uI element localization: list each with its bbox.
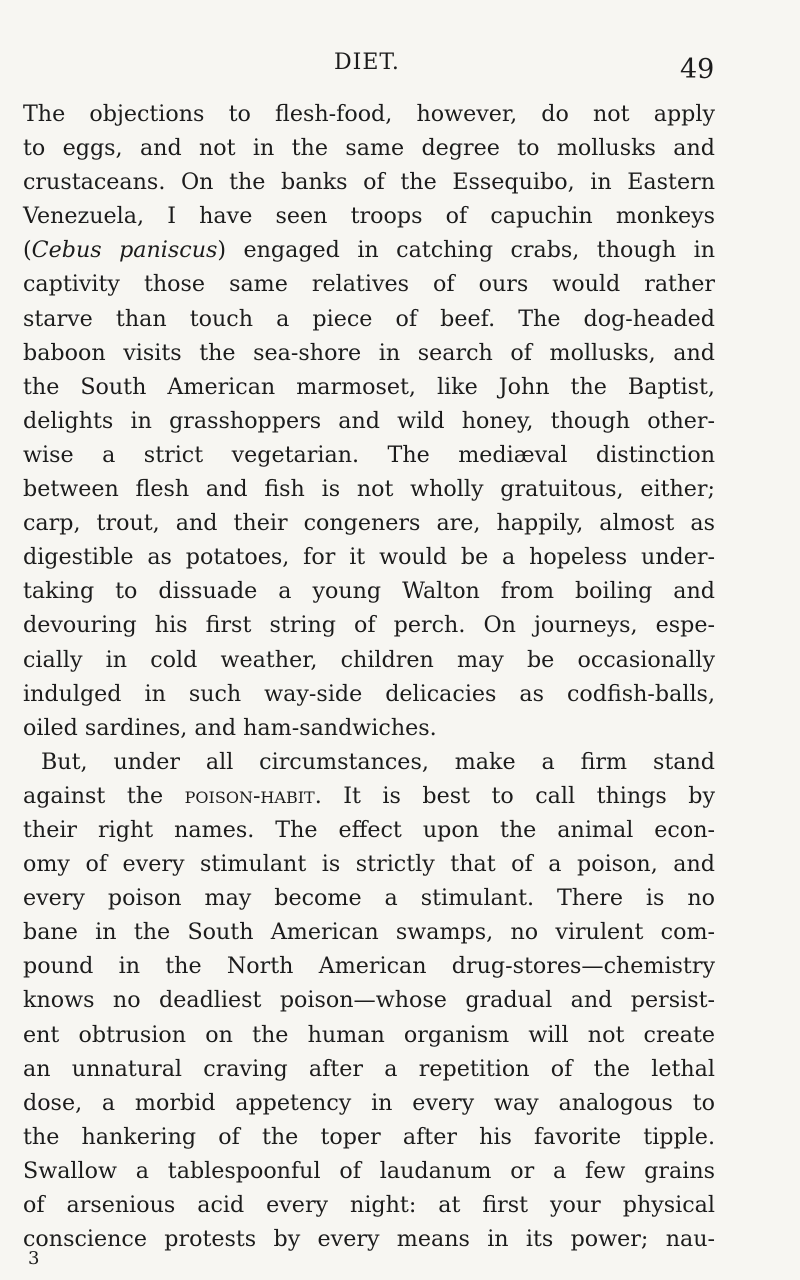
paragraph-1	[23, 97, 715, 745]
text-line: knows no deadliest poison—whose gradual and persist-	[23, 987, 715, 1014]
text-line: between flesh and fish is not wholly gratuitous, either;	[23, 476, 715, 503]
text-line: But, under all circumstances, make a firm stand	[41, 748, 715, 775]
text-line: digestible as potatoes, for it would be a hopeless under-	[23, 544, 715, 571]
text-line: to eggs, and not in the same degree to mollusks and	[23, 135, 715, 162]
text-line: the South American marmoset, like John the Baptist,	[23, 373, 715, 400]
text-line: Venezuela, I have seen troops of capuchin monkeys	[23, 203, 715, 230]
text-line: wise a strict vegetarian. The mediæval distinction	[23, 441, 715, 468]
text-line: indulged in such way-side delicacies as codfish-balls,	[23, 680, 715, 707]
text-line: starve than touch a piece of beef. The dog-headed	[23, 305, 715, 332]
body-text	[23, 97, 715, 1256]
latin-name: Cebus paniscus	[31, 237, 218, 264]
text-line: the hankering of the toper after his favorite tipple.	[23, 1123, 715, 1150]
text-line: omy of every stimulant is strictly that of a poison, and	[23, 851, 715, 878]
text-line: crustaceans. On the banks of the Essequibo, in Eastern	[23, 169, 715, 196]
text-line: conscience protests by every means in its power; nau-	[23, 1226, 715, 1253]
text-line: cially in cold weather, children may be occasionally	[23, 646, 715, 673]
text-line: carp, trout, and their congeners are, happily, almost as	[23, 510, 715, 537]
text-line: against the poison-habit. It is best to call things by	[23, 782, 715, 809]
text-line: taking to dissuade a young Walton from boiling and	[23, 578, 715, 605]
paragraph-2	[23, 745, 715, 1256]
text-line: delights in grasshoppers and wild honey, though other-	[23, 407, 715, 434]
text-line: pound in the North American drug-stores—chemistry	[23, 953, 715, 980]
emphasized-term: poison-habit	[184, 782, 315, 809]
text-line: (Cebus paniscus) engaged in catching crabs, though in	[23, 237, 715, 264]
text-line: ent obtrusion on the human organism will not create	[23, 1021, 715, 1048]
text-line: baboon visits the sea-shore in search of mollusks, and	[23, 339, 715, 366]
text-line: bane in the South American swamps, no virulent com-	[23, 919, 715, 946]
text-line: oiled sardines, and ham-sandwiches.	[23, 714, 437, 741]
text-line: The objections to flesh-food, however, do not apply	[23, 101, 715, 127]
signature-mark: 3	[28, 1248, 40, 1269]
page-number: 49	[680, 54, 715, 85]
text-line: their right names. The effect upon the animal econ-	[23, 816, 715, 843]
page-header	[0, 46, 800, 86]
text-line: an unnatural craving after a repetition of the lethal	[23, 1055, 715, 1082]
text-line: every poison may become a stimulant. There is no	[23, 885, 715, 912]
text-line: dose, a morbid appetency in every way analogous to	[23, 1089, 715, 1116]
running-head: DIET.	[334, 50, 400, 75]
text-line: captivity those same relatives of ours would rather	[23, 271, 715, 298]
text-line: of arsenious acid every night: at first your physical	[23, 1192, 715, 1218]
text-line: devouring his first string of perch. On journeys, espe-	[23, 612, 715, 639]
text-line: Swallow a tablespoonful of laudanum or a few grains	[23, 1157, 715, 1184]
